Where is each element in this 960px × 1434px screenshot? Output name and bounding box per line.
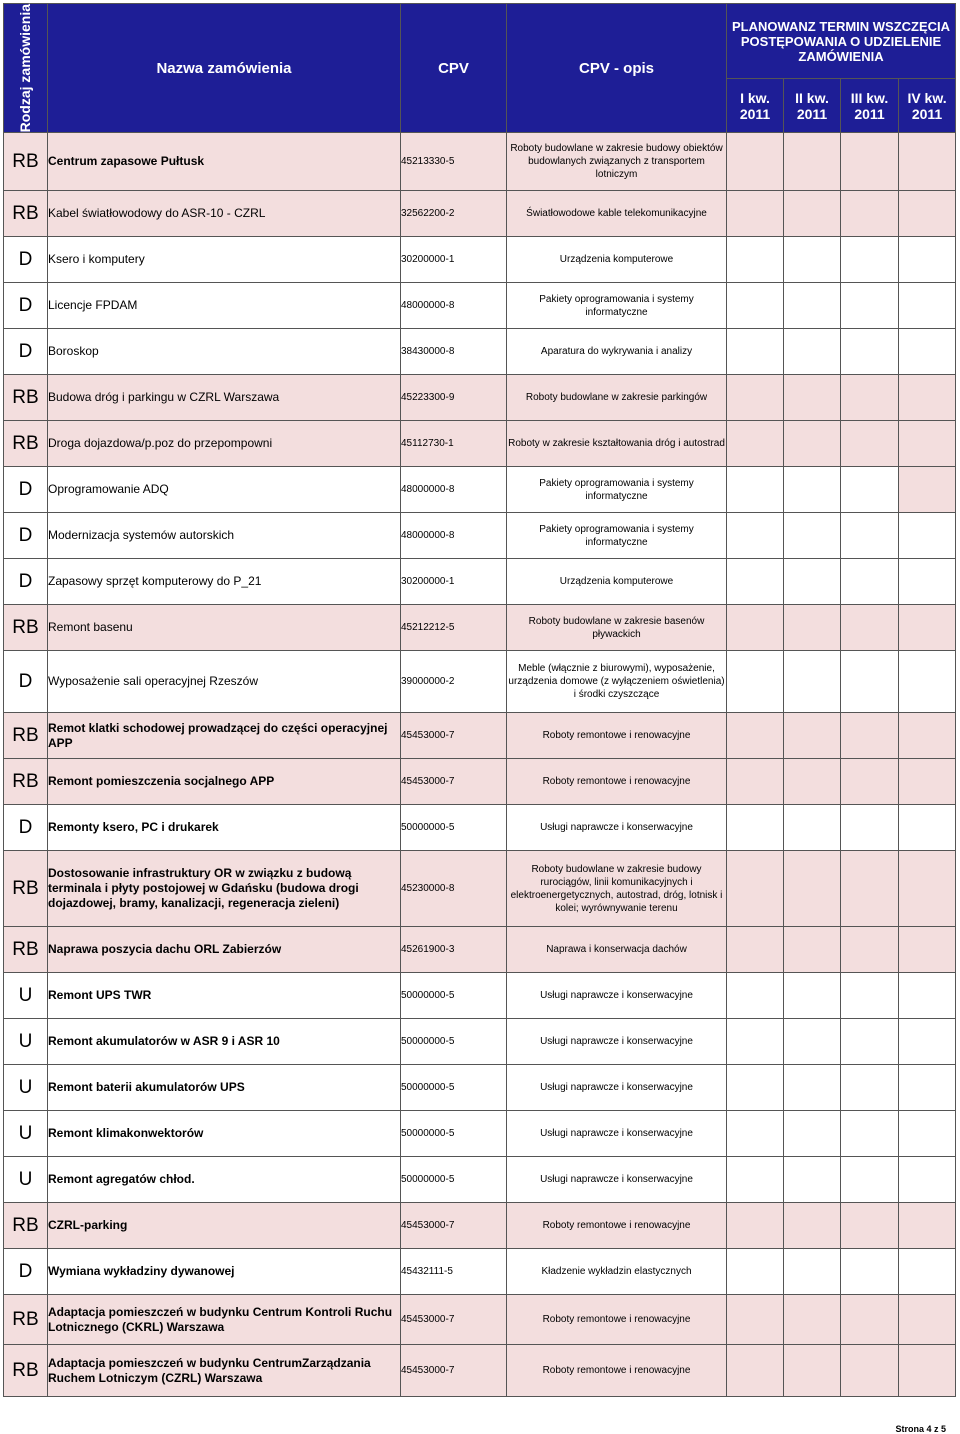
table-row [4,1019,956,1065]
order-type: U [4,1019,48,1065]
table-row [4,973,956,1019]
cpv-code: 50000000-5 [401,1019,507,1065]
quarter-1-cell [727,651,784,713]
order-type: U [4,1157,48,1203]
quarter-2-cell [784,759,841,805]
cpv-code: 45453000-7 [401,1203,507,1249]
header-cpv-opis: CPV - opis [507,4,727,133]
order-type: U [4,973,48,1019]
order-type: RB [4,1295,48,1345]
cpv-code: 50000000-5 [401,1157,507,1203]
quarter-2-cell [784,421,841,467]
quarter-1-cell [727,1065,784,1111]
cpv-code: 45261900-3 [401,927,507,973]
cpv-code: 50000000-5 [401,1065,507,1111]
quarter-4-cell [899,421,956,467]
page-number: Strona 4 z 5 [895,1424,946,1434]
quarter-1-cell [727,1345,784,1397]
cpv-description: Usługi naprawcze i konserwacyjne [507,805,727,851]
cpv-description: Roboty budowlane w zakresie budowy obiektów budowlanych związanych z transportem lotniczym [507,133,727,191]
quarter-3-cell [841,973,899,1019]
quarter-1-cell [727,329,784,375]
quarter-3-cell [841,513,899,559]
cpv-code: 45453000-7 [401,1345,507,1397]
cpv-code: 45223300-9 [401,375,507,421]
table-row [4,1157,956,1203]
quarter-4-cell [899,1249,956,1295]
quarter-4-cell [899,851,956,927]
header-quarter-4: IV kw. 2011 [899,79,956,133]
table-row [4,191,956,237]
quarter-3-cell [841,713,899,759]
cpv-code: 45212212-5 [401,605,507,651]
quarter-4-cell [899,1111,956,1157]
quarter-1-cell [727,805,784,851]
quarter-2-cell [784,329,841,375]
order-type: D [4,651,48,713]
cpv-description: Urządzenia komputerowe [507,559,727,605]
order-name: Adaptacja pomieszczeń w budynku Centrum Kontroli Ruchu Lotnicznego (CKRL) Warszawa [48,1295,401,1345]
order-name: Budowa dróg i parkingu w CZRL Warszawa [48,375,401,421]
cpv-description: Pakiety oprogramowania i systemy informatyczne [507,467,727,513]
quarter-1-cell [727,283,784,329]
cpv-code: 45453000-7 [401,713,507,759]
quarter-1-cell [727,467,784,513]
quarter-3-cell [841,851,899,927]
quarter-1-cell [727,1019,784,1065]
quarter-2-cell [784,1065,841,1111]
cpv-code: 48000000-8 [401,283,507,329]
cpv-description: Światłowodowe kable telekomunikacyjne [507,191,727,237]
quarter-1-cell [727,1295,784,1345]
order-name: Kabel światłowodowy do ASR-10 - CZRL [48,191,401,237]
table-row [4,1249,956,1295]
quarter-3-cell [841,1157,899,1203]
cpv-description: Pakiety oprogramowania i systemy informatyczne [507,283,727,329]
cpv-description: Roboty remontowe i renowacyjne [507,1345,727,1397]
quarter-3-cell [841,651,899,713]
quarter-3-cell [841,1065,899,1111]
cpv-description: Roboty remontowe i renowacyjne [507,713,727,759]
cpv-description: Usługi naprawcze i konserwacyjne [507,1019,727,1065]
cpv-description: Usługi naprawcze i konserwacyjne [507,1157,727,1203]
quarter-4-cell [899,1345,956,1397]
quarter-2-cell [784,283,841,329]
cpv-code: 50000000-5 [401,1111,507,1157]
quarter-4-cell [899,759,956,805]
table-row [4,329,956,375]
order-name: Remont UPS TWR [48,973,401,1019]
order-name: Remont klimakonwektorów [48,1111,401,1157]
order-name: Modernizacja systemów autorskich [48,513,401,559]
quarter-4-cell [899,513,956,559]
table-row [4,927,956,973]
quarter-4-cell [899,605,956,651]
cpv-code: 45453000-7 [401,1295,507,1345]
order-name: Remont basenu [48,605,401,651]
quarter-2-cell [784,1249,841,1295]
quarter-3-cell [841,1345,899,1397]
quarter-2-cell [784,375,841,421]
table-row [4,759,956,805]
quarter-2-cell [784,1157,841,1203]
quarter-2-cell [784,191,841,237]
quarter-1-cell [727,851,784,927]
quarter-2-cell [784,973,841,1019]
order-name: Dostosowanie infrastruktury OR w związku z budową terminala i płyty postojowej w Gdańsku (budowa drogi dojazdowej, bramy, kanalizacji, regeneracja zieleni) [48,851,401,927]
order-type: RB [4,375,48,421]
quarter-3-cell [841,559,899,605]
table-row [4,375,956,421]
order-type: D [4,805,48,851]
quarter-1-cell [727,1111,784,1157]
cpv-description: Roboty budowlane w zakresie budowy rurociągów, linii komunikacyjnych i elektroenergetycznych, autostrad, dróg, lotnisk i kolei; wyrównywanie terenu [507,851,727,927]
table-row [4,133,956,191]
quarter-2-cell [784,467,841,513]
quarter-2-cell [784,559,841,605]
quarter-4-cell [899,805,956,851]
table-row [4,1345,956,1397]
quarter-2-cell [784,237,841,283]
order-type: RB [4,133,48,191]
cpv-code: 45213330-5 [401,133,507,191]
order-name: Zapasowy sprzęt komputerowy do P_21 [48,559,401,605]
quarter-4-cell [899,133,956,191]
cpv-description: Urządzenia komputerowe [507,237,727,283]
order-name: Naprawa poszycia dachu ORL Zabierzów [48,927,401,973]
cpv-code: 45112730-1 [401,421,507,467]
quarter-3-cell [841,467,899,513]
quarter-3-cell [841,191,899,237]
table-row [4,1295,956,1345]
quarter-4-cell [899,973,956,1019]
header-planned-term: PLANOWANZ TERMIN WSZCZĘCIA POSTĘPOWANIA O UDZIELENIE ZAMÓWIENIA [727,4,956,79]
table-row [4,605,956,651]
quarter-1-cell [727,133,784,191]
order-name: Remont akumulatorów w ASR 9 i ASR 10 [48,1019,401,1065]
cpv-description: Aparatura do wykrywania i analizy [507,329,727,375]
quarter-4-cell [899,1019,956,1065]
quarter-2-cell [784,805,841,851]
order-name: Remonty ksero, PC i drukarek [48,805,401,851]
quarter-2-cell [784,713,841,759]
quarter-1-cell [727,237,784,283]
order-name: CZRL-parking [48,1203,401,1249]
cpv-description: Naprawa i konserwacja dachów [507,927,727,973]
order-type: RB [4,1345,48,1397]
quarter-4-cell [899,1157,956,1203]
order-type: D [4,237,48,283]
quarter-1-cell [727,759,784,805]
table-row [4,559,956,605]
cpv-code: 38430000-8 [401,329,507,375]
order-type: RB [4,605,48,651]
quarter-4-cell [899,927,956,973]
order-type: RB [4,1203,48,1249]
quarter-1-cell [727,1203,784,1249]
cpv-code: 30200000-1 [401,559,507,605]
table-row [4,421,956,467]
quarter-4-cell [899,283,956,329]
order-type: RB [4,759,48,805]
order-type: D [4,329,48,375]
quarter-3-cell [841,1203,899,1249]
quarter-3-cell [841,805,899,851]
quarter-2-cell [784,1345,841,1397]
quarter-2-cell [784,1203,841,1249]
order-name: Remont agregatów chłod. [48,1157,401,1203]
cpv-code: 48000000-8 [401,513,507,559]
header-quarter-3: III kw. 2011 [841,79,899,133]
cpv-description: Kładzenie wykładzin elastycznych [507,1249,727,1295]
quarter-4-cell [899,237,956,283]
table-body [4,133,956,1397]
quarter-4-cell [899,559,956,605]
cpv-description: Meble (włącznie z biurowymi), wyposażenie, urządzenia domowe (z wyłączeniem oświetlenia) i środki czyszczące [507,651,727,713]
cpv-code: 45432111-5 [401,1249,507,1295]
quarter-2-cell [784,133,841,191]
quarter-2-cell [784,1111,841,1157]
procurement-plan-table [3,3,956,1397]
order-type: D [4,283,48,329]
table-row [4,283,956,329]
quarter-1-cell [727,973,784,1019]
order-type: U [4,1111,48,1157]
quarter-4-cell [899,1203,956,1249]
cpv-code: 45230000-8 [401,851,507,927]
quarter-4-cell [899,329,956,375]
table-row [4,1065,956,1111]
order-name: Oprogramowanie ADQ [48,467,401,513]
quarter-2-cell [784,513,841,559]
cpv-description: Usługi naprawcze i konserwacyjne [507,1111,727,1157]
order-name: Wyposażenie sali operacyjnej Rzeszów [48,651,401,713]
quarter-4-cell [899,375,956,421]
order-type: RB [4,713,48,759]
cpv-code: 50000000-5 [401,973,507,1019]
cpv-code: 32562200-2 [401,191,507,237]
quarter-3-cell [841,329,899,375]
quarter-3-cell [841,1019,899,1065]
quarter-4-cell [899,467,956,513]
cpv-description: Usługi naprawcze i konserwacyjne [507,1065,727,1111]
quarter-3-cell [841,375,899,421]
cpv-code: 45453000-7 [401,759,507,805]
order-name: Remont pomieszczenia socjalnego APP [48,759,401,805]
quarter-2-cell [784,851,841,927]
quarter-4-cell [899,651,956,713]
order-type: D [4,467,48,513]
order-name: Remot klatki schodowej prowadzącej do części operacyjnej APP [48,713,401,759]
cpv-description: Roboty budowlane w zakresie basenów pływackich [507,605,727,651]
order-type: U [4,1065,48,1111]
cpv-code: 30200000-1 [401,237,507,283]
quarter-3-cell [841,759,899,805]
cpv-description: Pakiety oprogramowania i systemy informatyczne [507,513,727,559]
order-name: Boroskop [48,329,401,375]
quarter-2-cell [784,1295,841,1345]
order-name: Licencje FPDAM [48,283,401,329]
quarter-1-cell [727,605,784,651]
table-row [4,805,956,851]
order-name: Centrum zapasowe Pułtusk [48,133,401,191]
quarter-1-cell [727,1157,784,1203]
quarter-1-cell [727,191,784,237]
table-row [4,651,956,713]
cpv-code: 50000000-5 [401,805,507,851]
order-type: RB [4,927,48,973]
header-quarter-1: I kw. 2011 [727,79,784,133]
cpv-code: 48000000-8 [401,467,507,513]
quarter-2-cell [784,605,841,651]
quarter-4-cell [899,1295,956,1345]
table-row [4,851,956,927]
quarter-1-cell [727,421,784,467]
order-name: Adaptacja pomieszczeń w budynku CentrumZarządzania Ruchem Lotniczym (CZRL) Warszawa [48,1345,401,1397]
order-name: Wymiana wykładziny dywanowej [48,1249,401,1295]
quarter-1-cell [727,927,784,973]
quarter-3-cell [841,237,899,283]
table-row [4,513,956,559]
header-quarter-2: II kw. 2011 [784,79,841,133]
quarter-4-cell [899,1065,956,1111]
quarter-3-cell [841,1249,899,1295]
order-type: RB [4,191,48,237]
quarter-2-cell [784,1019,841,1065]
table-row [4,237,956,283]
quarter-1-cell [727,1249,784,1295]
quarter-3-cell [841,421,899,467]
header-type: Rodzaj zamówienia [4,4,48,133]
cpv-description: Usługi naprawcze i konserwacyjne [507,973,727,1019]
quarter-4-cell [899,191,956,237]
quarter-4-cell [899,713,956,759]
order-type: D [4,559,48,605]
quarter-3-cell [841,133,899,191]
quarter-3-cell [841,1295,899,1345]
header-cpv: CPV [401,4,507,133]
order-type: D [4,1249,48,1295]
table-row [4,713,956,759]
quarter-2-cell [784,651,841,713]
order-type: D [4,513,48,559]
order-name: Ksero i komputery [48,237,401,283]
header-name: Nazwa zamówienia [48,4,401,133]
quarter-1-cell [727,513,784,559]
quarter-1-cell [727,559,784,605]
quarter-3-cell [841,927,899,973]
order-name: Remont baterii akumulatorów UPS [48,1065,401,1111]
cpv-description: Roboty remontowe i renowacyjne [507,1203,727,1249]
quarter-1-cell [727,713,784,759]
quarter-1-cell [727,375,784,421]
quarter-2-cell [784,927,841,973]
table-row [4,1203,956,1249]
table-row [4,467,956,513]
cpv-description: Roboty w zakresie kształtowania dróg i autostrad [507,421,727,467]
cpv-description: Roboty remontowe i renowacyjne [507,1295,727,1345]
cpv-description: Roboty remontowe i renowacyjne [507,759,727,805]
order-name: Droga dojazdowa/p.poz do przepompowni [48,421,401,467]
quarter-3-cell [841,1111,899,1157]
order-type: RB [4,421,48,467]
table-row [4,1111,956,1157]
quarter-3-cell [841,283,899,329]
cpv-code: 39000000-2 [401,651,507,713]
quarter-3-cell [841,605,899,651]
order-type: RB [4,851,48,927]
cpv-description: Roboty budowlane w zakresie parkingów [507,375,727,421]
